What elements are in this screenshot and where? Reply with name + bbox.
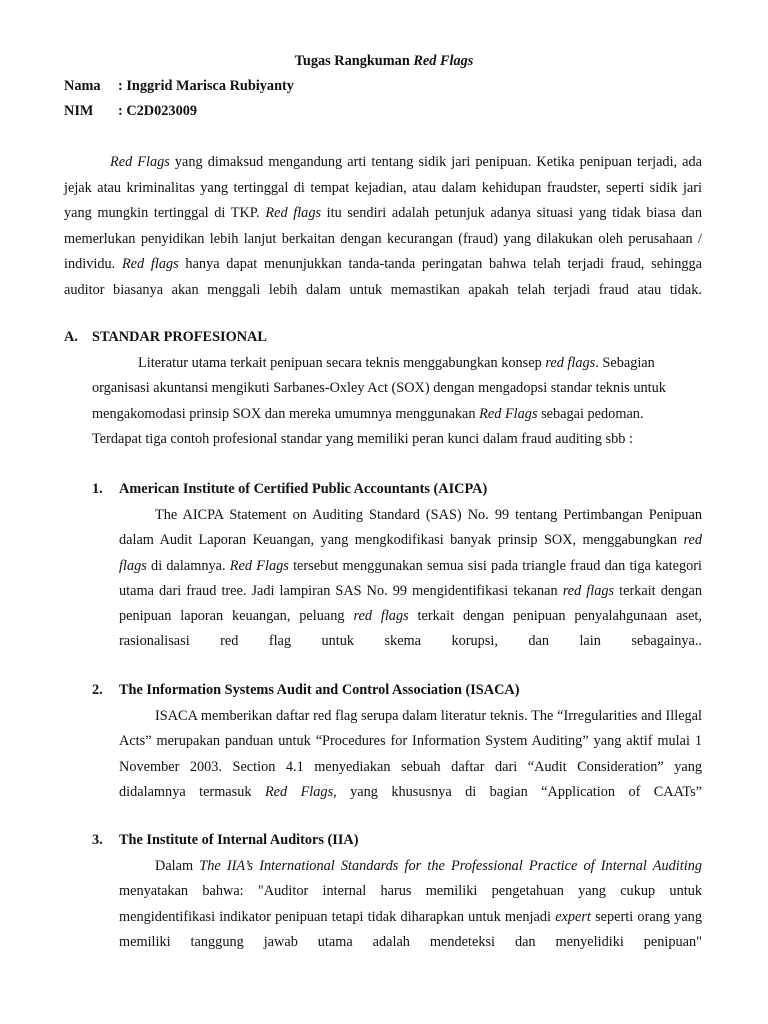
- section-a-letter: A.: [64, 329, 78, 345]
- item-3-paragraph: [119, 854, 702, 980]
- intro-paragraph: [64, 150, 702, 329]
- item-1-italic-1: red flags: [119, 532, 702, 574]
- intro-text-2: itu sendiri adalah petunjuk adanya situasi yang tidak biasa dan memerlukan penyidikan lebih lanjut berkaitan dengan kecurangan (fraud) yang dilakukan oleh perusahaan / individu.: [64, 205, 702, 273]
- item-3-text-3: seperti orang yang memiliki tanggung jawab utama adalah mendeteksi dan menyelidiki penipuan": [119, 908, 702, 950]
- item-2-number: 2.: [92, 682, 103, 698]
- section-a-text-2: . Sebagian organisasi akuntansi mengikuti Sarbanes-Oxley Act (SOX) dengan mengadopsi standar teknis untuk mengakomodasi prinsip SOX dan mereka umumnya menggunakan: [92, 355, 666, 422]
- nim-label: NIM: [64, 103, 94, 119]
- section-a-italic-2: Red Flags: [479, 405, 538, 422]
- section-a-heading: [64, 327, 267, 347]
- intro-italic-3: Red flags: [121, 256, 179, 273]
- item-1-text-3: tersebut menggunakan semua sisi pada triangle fraud dan tiga kategori utama dari fraud tree. Jadi lampiran SAS No. 99 mengidentifikasi tekanan: [119, 557, 702, 599]
- section-a-paragraph: [92, 351, 672, 478]
- name-value: : Inggrid Marisca Rubiyanty: [118, 78, 294, 94]
- nim-row: [64, 101, 197, 121]
- section-a-text-3: sebagai pedoman. Terdapat tiga contoh profesional standar yang memiliki peran kunci dalam fraud auditing sbb :: [92, 405, 644, 448]
- item-1-heading: American Institute of Certified Public Accountants (AICPA): [119, 481, 488, 497]
- item-1-italic-2: Red Flags: [229, 557, 289, 574]
- item-1-text-2: di dalamnya.: [146, 557, 230, 574]
- item-2-italic-1: Red Flags: [264, 783, 334, 800]
- section-a-italic-1: red flags: [545, 355, 596, 371]
- item-2-text-1: ISACA memberikan daftar red flag serupa dalam literatur teknis. The “Irregularities and Illegal Acts” merupakan panduan untuk “Procedures for Information System Auditing” yang aktif mulai 1 November 2003. Section 4.1 menyediakan sebuah daftar dari “Audit Consideration” yang didalamnya termasuk: [119, 708, 702, 800]
- item-1-number: 1.: [92, 481, 103, 497]
- intro-italic-2: Red flags: [265, 205, 322, 222]
- intro-italic-1: Red Flags: [110, 154, 170, 170]
- intro-text-3: hanya dapat menunjukkan tanda-tanda peringatan bahwa telah terjadi fraud, sehingga auditor biasanya akan menggali lebih dalam untuk memastikan apakah telah terjadi fraud atau tidak.: [64, 256, 702, 298]
- item-1-italic-4: red flags: [353, 608, 409, 625]
- title-italic: Red Flags: [413, 53, 474, 69]
- item-2-text-2: , yang khususnya di bagian “Application of CAATs”: [333, 783, 703, 800]
- item-3-text-1: Dalam: [155, 858, 200, 874]
- item-1-italic-3: red flags: [562, 582, 615, 599]
- item-3-heading: The Institute of Internal Auditors (IIA): [119, 832, 359, 848]
- item-1-text-5: terkait dengan penipuan penyalahgunaan aset, rasionalisasi red flag untuk skema korupsi, dan lain sebagainya..: [119, 608, 702, 650]
- item-3-italic-2: expert: [555, 908, 591, 925]
- section-a-text-1: Literatur utama terkait penipuan secara teknis menggabungkan konsep: [138, 355, 546, 371]
- document-title: [0, 51, 768, 71]
- title-text: Tugas Rangkuman: [294, 53, 414, 69]
- name-row: [64, 76, 294, 96]
- item-3-number: 3.: [92, 832, 103, 848]
- item-3-text-2: menyatakan bahwa: "Auditor internal harus memiliki pengetahuan yang cukup untuk mengidentifikasi indikator penipuan tetapi tidak diharapkan untuk menjadi: [119, 883, 702, 925]
- item-2-paragraph: [119, 704, 702, 830]
- item-1-text-4: terkait dengan penipuan laporan keuangan, peluang: [119, 582, 702, 625]
- name-label: Nama: [64, 78, 101, 94]
- item-2-heading: The Information Systems Audit and Control Association (ISACA): [119, 682, 520, 698]
- item-1-paragraph: [119, 503, 702, 680]
- section-a-title: STANDAR PROFESIONAL: [92, 329, 267, 345]
- item-1-text-1: The AICPA Statement on Auditing Standard (SAS) No. 99 tentang Pertimbangan Penipuan dalam Audit Laporan Keuangan, yang mengkodifikasi banyak prinsip SOX, menggabungkan: [119, 507, 702, 549]
- nim-value: : C2D023009: [118, 103, 198, 119]
- item-3-italic-1: The IIA’s International Standards for the Professional Practice of Internal Auditing: [199, 858, 702, 874]
- intro-text-1: yang dimaksud mengandung arti tentang sidik jari penipuan. Ketika penipuan terjadi, ada jejak atau kriminalitas yang tertinggal di tempat kejadian, atau dalam kehidupan fraudster, seperti sidik jari yang mungkin tertinggal di TKP.: [64, 154, 702, 222]
